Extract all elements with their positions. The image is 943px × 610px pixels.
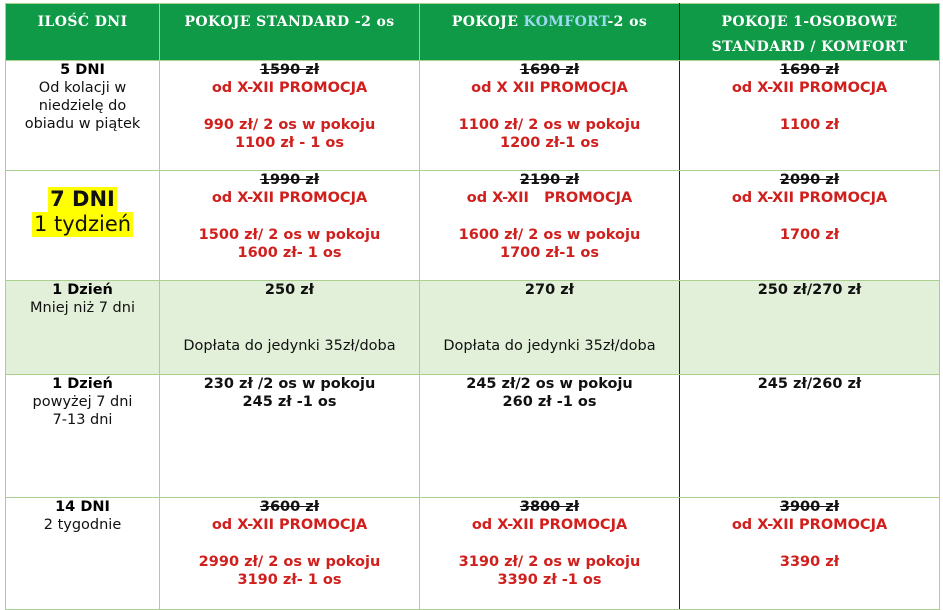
price-cell-standard [160, 61, 420, 171]
surcharge-note: Dopłata do jedynki 35zł/doba [183, 338, 396, 354]
price-cell-single [680, 375, 940, 498]
highlight-week: 1 tydzień [33, 212, 132, 236]
old-price: 3600 zł [259, 499, 320, 515]
price-line: 3190 zł/ 2 os w pokoju [458, 554, 641, 570]
table-row [6, 171, 940, 281]
price-line: 3390 zł [779, 554, 840, 570]
promo-label: od X-XII PROMOCJA [731, 517, 888, 533]
table-row [6, 498, 940, 610]
header-standard: POKOJE STANDARD -2 os [160, 4, 420, 61]
promo-label: od X-XII PROMOCJA [471, 517, 628, 533]
promo-label: od X-XII PROMOCJA [211, 517, 368, 533]
table-row [6, 375, 940, 498]
price-line: 2990 zł/ 2 os w pokoju [198, 554, 381, 570]
pricing-table [5, 3, 940, 610]
price-line: 245 zł/260 zł [757, 376, 862, 392]
highlight-days: 7 DNI [50, 187, 115, 211]
price-line: 990 zł/ 2 os w pokoju [203, 117, 376, 133]
price-line: 230 zł /2 os w pokoju [203, 376, 376, 392]
header-row [6, 4, 940, 61]
table-row [6, 61, 940, 171]
price-line: 1100 zł/ 2 os w pokoju [458, 117, 641, 133]
price-cell-komfort [420, 61, 680, 171]
old-price: 1590 zł [259, 62, 320, 78]
promo-label: od X-XII PROMOCJA [466, 190, 633, 206]
old-price: 3800 zł [519, 499, 580, 515]
price-line: 260 zł -1 os [502, 394, 597, 410]
header-komfort: POKOJE KOMFORT-2 os [420, 4, 680, 61]
price-line: 1100 zł - 1 os [234, 135, 345, 151]
price-line: 1600 zł/ 2 os w pokoju [458, 227, 641, 243]
price-line: 3190 zł- 1 os [237, 572, 342, 588]
price-cell-single [680, 498, 940, 610]
price-cell-single [680, 281, 940, 375]
price-cell-standard [160, 281, 420, 375]
table-row [6, 281, 940, 375]
row-label: 1 Dzień powyżej 7 dni 7-13 dni [6, 375, 160, 498]
surcharge-note: Dopłata do jedynki 35zł/doba [443, 338, 656, 354]
komfort-word: KOMFORT [523, 14, 608, 30]
price-cell-komfort [420, 281, 680, 375]
promo-label: od X XII PROMOCJA [471, 80, 628, 96]
price-line: 1600 zł- 1 os [237, 245, 342, 261]
header-single: POKOJE 1-OSOBOWE STANDARD / KOMFORT [680, 4, 940, 61]
price-line: 1500 zł/ 2 os w pokoju [198, 227, 381, 243]
price-cell-standard [160, 171, 420, 281]
price-cell-komfort [420, 375, 680, 498]
price-line: 1200 zł-1 os [500, 135, 599, 151]
old-price: 1990 zł [259, 172, 320, 188]
price-cell-komfort [420, 171, 680, 281]
price-cell-komfort [420, 498, 680, 610]
header-days: ILOŚĆ DNI [6, 4, 160, 61]
price-line: 1700 zł [779, 227, 840, 243]
old-price: 1690 zł [779, 62, 840, 78]
price-cell-standard [160, 498, 420, 610]
price-cell-standard [160, 375, 420, 498]
old-price: 2190 zł [519, 172, 580, 188]
old-price: 3900 zł [779, 499, 840, 515]
promo-label: od X-XII PROMOCJA [731, 80, 888, 96]
price-line: 270 zł [524, 282, 575, 298]
price-line: 250 zł [264, 282, 315, 298]
promo-label: od X-XII PROMOCJA [211, 80, 368, 96]
price-line: 245 zł -1 os [242, 394, 337, 410]
price-line: 1100 zł [779, 117, 840, 133]
price-cell-single [680, 61, 940, 171]
old-price: 2090 zł [779, 172, 840, 188]
price-line: 245 zł/2 os w pokoju [466, 376, 633, 392]
price-line: 1700 zł-1 os [500, 245, 599, 261]
row-label: 1 Dzień Mniej niż 7 dni [6, 281, 160, 375]
price-line: 3390 zł -1 os [497, 572, 602, 588]
row-label: 5 DNI Od kolacji w niedzielę do obiadu w piątek [6, 61, 160, 171]
row-label: 14 DNI 2 tygodnie [6, 498, 160, 610]
price-cell-single [680, 171, 940, 281]
promo-label: od X-XII PROMOCJA [211, 190, 368, 206]
price-line: 250 zł/270 zł [757, 282, 862, 298]
old-price: 1690 zł [519, 62, 580, 78]
row-label [6, 171, 160, 281]
promo-label: od X-XII PROMOCJA [731, 190, 888, 206]
